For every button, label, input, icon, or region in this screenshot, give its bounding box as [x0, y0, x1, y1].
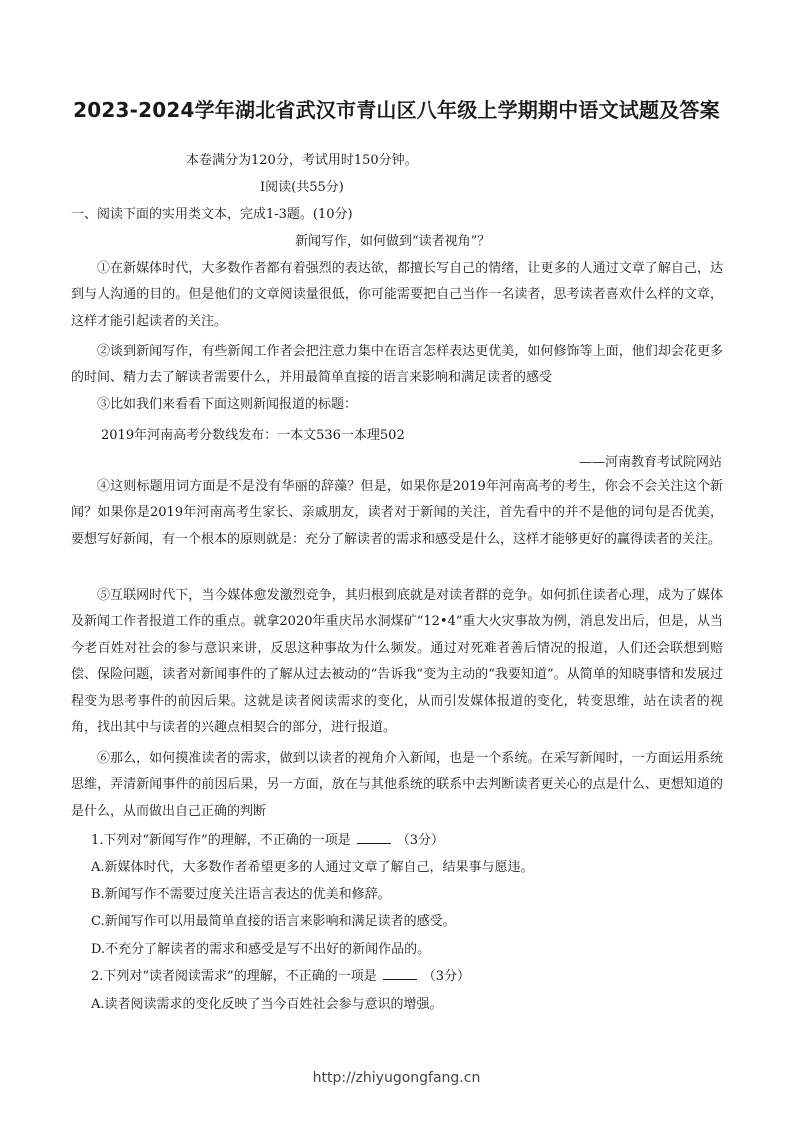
answer-blank [357, 831, 391, 844]
question-1-score: （3分） [396, 833, 444, 848]
exam-intro: 本卷满分为120分，考试用时150分钟。 [186, 153, 418, 168]
q1-option-c: C.新闻写作可以用最简单直接的语言来影响和满足读者的感受。 [91, 914, 456, 929]
section-heading: I阅读(共55分) [260, 180, 344, 195]
paragraph-6: ⑥那么，如何摸准读者的需求，做到以读者的视角介入新闻，也是一个系统。在采写新闻时，一方面运用系统思维，弄清新闻事件的前因后果，另一方面，放在与其他系统的联系中去判断读者更关心的点是什么、更想知道的是什么，从而做出自己正确的判断 [71, 751, 723, 819]
paragraph-1: ①在新媒体时代，大多数作者都有着强烈的表达欲，都擅长写自己的情绪，让更多的人通过文章了解自己，达到与人沟通的目的。但是他们的文章阅读量很低，你可能需要把自己当作一名读者，思考读者喜欢什么样的文章，这样才能引起读者的关注。 [71, 261, 723, 329]
q1-option-b: B.新闻写作不需要过度关注语言表达的优美和修辞。 [91, 887, 391, 902]
q1-option-a: A.新媒体时代，大多数作者希望更多的人通过文章了解自己，结果事与愿违。 [91, 860, 534, 875]
footer-url[interactable]: http://zhiyugongfang.cn [312, 1070, 481, 1086]
paragraph-4: ④这则标题用词方面是不是没有华丽的辞藻？但是，如果你是2019年河南高考的考生，你会不会关注这个新闻？如果你是2019年河南高考生家长、亲戚朋友，读者对于新闻的关注，首先看中的并不是他的词句是否优美，要想写好新闻，有一个根本的原则就是：充分了解读者的需求和感受是什么，这样才能够更好的赢得读者的关注。 [71, 479, 723, 547]
answer-blank [383, 967, 417, 980]
question-group-heading: 一、阅读下面的实用类文本，完成1-3题。(10分) [71, 207, 353, 222]
source-attribution: ——河南教育考试院网站 [578, 455, 722, 470]
q1-option-d: D.不充分了解读者的需求和感受是写不出好的新闻作品的。 [91, 942, 431, 957]
page-title: 2023-2024学年湖北省武汉市青山区八年级上学期期中语文试题及答案 [73, 98, 720, 122]
article-title: 新闻写作，如何做到“读者视角”？ [295, 234, 491, 249]
question-2-stem: 2.下列对“读者阅读需求”的理解，不正确的一项是 [91, 969, 377, 984]
question-1-stem: 1.下列对“新闻写作”的理解，不正确的一项是 [91, 833, 351, 848]
paragraph-3: ③比如我们来看看下面这则新闻报道的标题： [97, 397, 358, 412]
paragraph-2: ②谈到新闻写作，有些新闻工作者会把注意力集中在语言怎样表达更优美，如何修饰等上面，他们却会花更多的时间、精力去了解读者需要什么，并用最简单直接的语言来影响和满足读者的感受 [71, 344, 723, 386]
question-2-score: （3分） [422, 969, 470, 984]
question-2 [91, 967, 470, 987]
question-1 [91, 831, 444, 851]
paragraph-5: ⑤互联网时代下，当今媒体愈发激烈竞争，其归根到底就是对读者群的竞争。如何抓住读者心理，成为了媒体及新闻工作者报道工作的重点。就拿2020年重庆吊水洞煤矿“12•4”重大火灾事故为例，消息发出后，但是，从当今老百姓对社会的参与意识来讲，反思这种事故为什么频发。通过对死难者善后情况的报道，人们还会联想到赔偿、保险问题，读者对新闻事件的了解从过去被动的“告诉我“变为主动的“我要知道”。从简单的知晓事情和发展过程变为思考事件的前因后果。这就是读者阅读需求的变化，从而引发媒体报道的变化，转变思维，站在读者的视角，找出其中与读者的兴趣点相契合的部分，进行报道。 [71, 588, 723, 736]
headline-example: 2019年河南高考分数线发布：一本文536一本理502 [101, 428, 405, 443]
q2-option-a: A.读者阅读需求的变化反映了当今百姓社会参与意识的增强。 [91, 997, 443, 1012]
